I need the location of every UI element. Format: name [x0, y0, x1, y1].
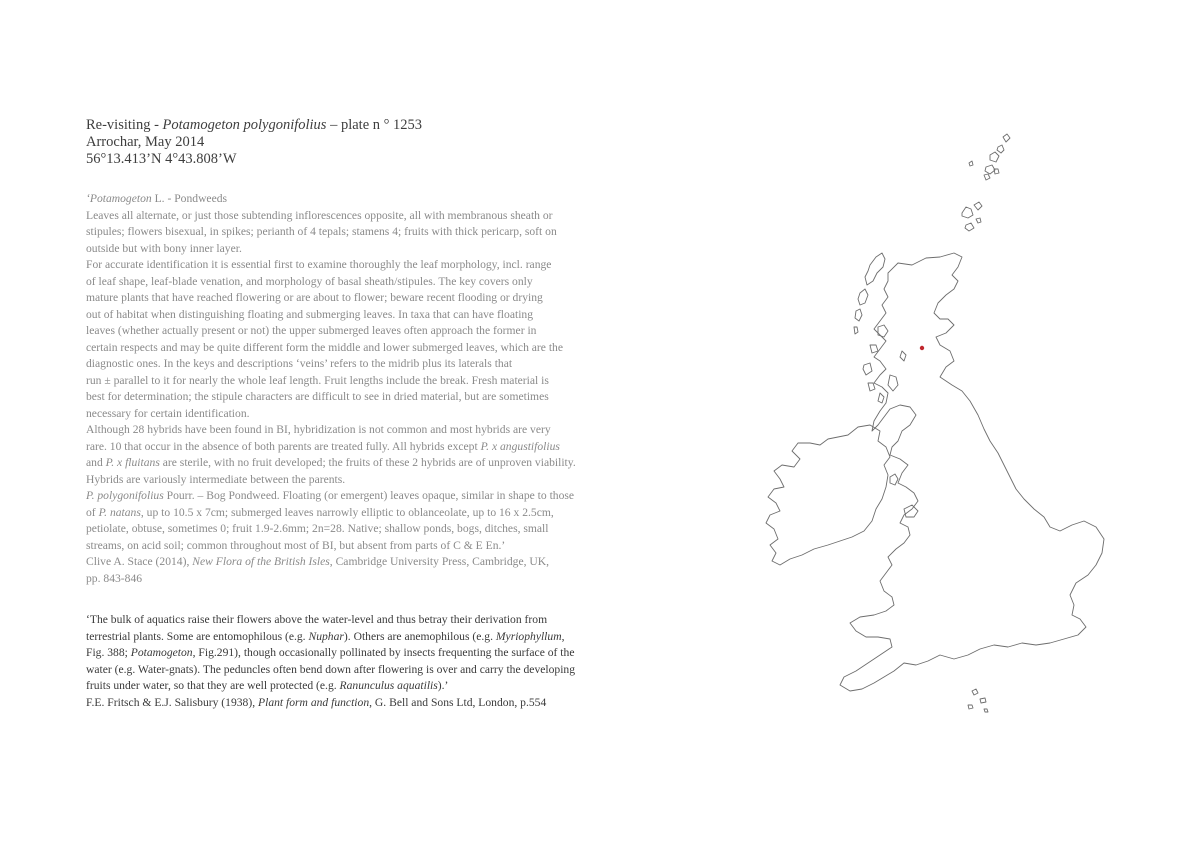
- plate-title: Re-visiting - Potamogeton polygonifolius – plate n ° 1253: [86, 117, 423, 133]
- british-isles-map: [740, 125, 1120, 725]
- location-marker: [920, 346, 924, 350]
- coordinates: 56°13.413’N 4°43.808’W: [86, 151, 237, 167]
- outer-hebrides: [854, 253, 885, 334]
- plate-header: [86, 117, 422, 168]
- stace-citation: Clive A. Stace (2014), New Flora of the British Isles, Cambridge University Press, Cambridge, UK,: [86, 555, 550, 568]
- stace-quotation: ‘Potamogeton L. - Pondweeds Leaves all alternate, or just those subtending inflorescences opposite, all with membranous sheath or stipules; flowers bisexual, in spikes; perianth of 4 tepals; stamens 4; fruits with thick pericarp, soft on outside but with bony inner layer. For accurate identification it is essential first to examine thoroughly the leaf morphology, incl. range of leaf shape, leaf-blade venation, and morphology of basal sheath/stipules. The key covers only mature plants that have reached flowering or are about to flower; beware recent flooding or drying out of habitat when distinguishing floating and submerging leaves. In taxa that can have floating leaves (whether actually present or not) the upper submerged leaves often approach the former in certain respects and may be quite different form the middle and lower submerged leaves, which are the diagnostic ones. In the keys and descriptions ‘veins’ refers to the midrib plus its laterals that run ± parallel to it for nearly the whole leaf length. Fruit lengths include the break. Fresh material is best for determination; the stipule characters are difficult to see in dried material, but are sometimes necessary for certain identification. Although 28 hybrids have been found in BI, hybridization is not common and most hybrids are very rare. 10 that occur in the absence of both parents are treated fully. All hybrids except P. x angustifolius and P. x fluitans are sterile, with no fruit developed; the fruits of these 2 hybrids are of unproven viability. Hybrids are variously intermediate between the parents. P. polygonifolius Pourr. – Bog Pondweed. Floating (or emergent) leaves opaque, similar in shape to those of P. natans, up to 10.5 x 7cm; submerged leaves narrowly elliptic to oblanceolate, up to 16 x 2.5cm, petiolate, obtuse, sometimes 0; fruit 1.9-2.6mm; 2n=28. Native; shallow ponds, bogs, ditches, small streams, on acid soil; common throughout most of BI, but absent from parts of C & E En.’ Clive A. Stace (2014), New Flora of the British Isles, Cambridge University Press, Cambridge, UK, pp. 843-846: [86, 191, 676, 587]
- inner-hebrides-islands: [863, 325, 888, 403]
- isle-of-man: [890, 474, 898, 485]
- great-britain-outline: [840, 253, 1104, 691]
- channel-islands: [968, 689, 988, 712]
- fritsch-citation: F.E. Fritsch & E.J. Salisbury (1938), Plant form and function, G. Bell and Sons Ltd, London, p.554: [86, 695, 547, 709]
- location-date: Arrochar, May 2014: [86, 134, 205, 150]
- fritsch-quotation: ‘The bulk of aquatics raise their flowers above the water-level and thus betray their derivation from terrestrial plants. Some are entomophilous (e.g. Nuphar). Others are anemophilous (e.g. Myriophyllum, Fig. 388; Potamogeton, Fig.291), though occasionally pollinated by insects frequenting the surface of the water (e.g. Water-gnats). The peduncles often bend down after flowering is over and carry the developing fruits under water, so that they are well protected (e.g. Ranunculus aquatilis).’ F.E. Fritsch & E.J. Salisbury (1938), Plant form and function, G. Bell and Sons Ltd, London, p.554: [86, 612, 686, 711]
- shetland-islands: [969, 134, 1010, 180]
- orkney-islands: [962, 202, 982, 231]
- ireland-outline: [766, 425, 890, 565]
